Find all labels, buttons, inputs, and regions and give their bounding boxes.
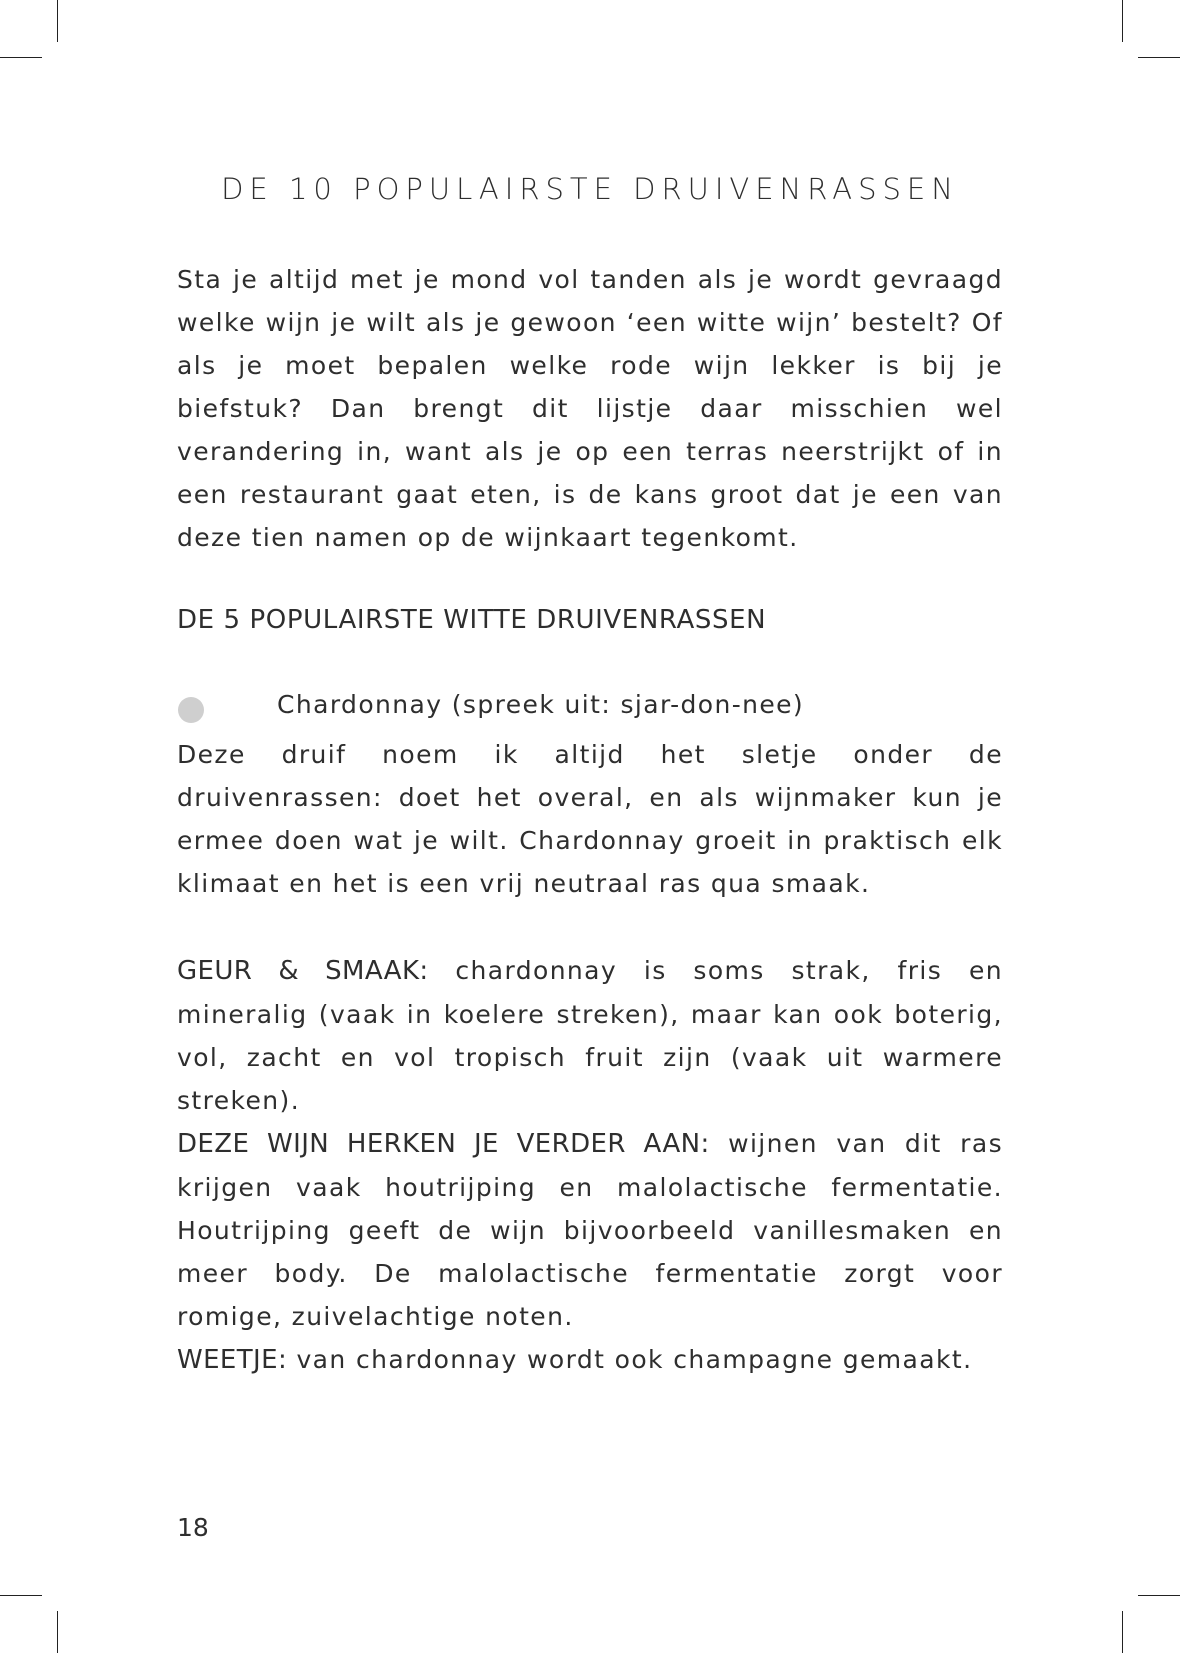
recognize-label: DEZE WIJN HERKEN JE VERDER AAN: bbox=[177, 1129, 710, 1159]
grape-details bbox=[177, 949, 1003, 1382]
grape-name: Chardonnay (spreek uit: sjar-don-nee) bbox=[277, 690, 805, 719]
page-number: 18 bbox=[177, 1513, 209, 1542]
crop-mark-top-right-vertical bbox=[1122, 0, 1123, 42]
crop-mark-top-left-horizontal bbox=[0, 57, 42, 58]
intro-paragraph: Sta je altijd met je mond vol tanden als je wordt gevraagd welke wijn je wilt als je gewoon ‘een witte wijn’ bestelt? Of als je moet bepalen welke rode wijn lekker is bij je biefstuk? Dan brengt dit lijstje daar misschien wel verandering in, want als je op een terras neerstrijkt of in een restaurant gaat eten, is de kans groot dat je een van deze tien namen op de wijnkaart tegenkomt. bbox=[177, 265, 1003, 552]
taste-block bbox=[177, 949, 1003, 1122]
fact-text: van chardonnay wordt ook champagne gemaakt. bbox=[296, 1345, 973, 1374]
taste-label: GEUR & SMAAK: bbox=[177, 956, 429, 986]
grape-description: Deze druif noem ik altijd het sletje onder de druivenrassen: doet het overal, en als wijnmaker kun je ermee doen wat je wilt. Chardonnay groeit in praktisch elk klimaat en het is een vrij neutraal ras qua smaak. bbox=[177, 740, 1003, 898]
taste-text: chardonnay is soms strak, fris en mineralig (vaak in koelere streken), maar kan ook boterig, vol, zacht en vol tropisch fruit zijn (vaak uit warmere streken). bbox=[177, 956, 1003, 1115]
crop-mark-bottom-left-horizontal bbox=[0, 1595, 42, 1596]
section-heading: DE 5 POPULAIRSTE WITTE DRUIVENRASSEN bbox=[177, 605, 767, 635]
recognize-text: wijnen van dit ras krijgen vaak houtrijping en malolactische fermentatie. Houtrijping geeft de wijn bijvoorbeeld vanillesmaken en meer body. De malolactische fermentatie zorgt voor romige, zuivelachtige noten. bbox=[177, 1129, 1003, 1331]
bullet-dot bbox=[178, 697, 204, 723]
crop-mark-bottom-left-vertical bbox=[57, 1611, 58, 1653]
crop-mark-bottom-right-horizontal bbox=[1138, 1595, 1180, 1596]
crop-mark-bottom-right-vertical bbox=[1122, 1611, 1123, 1653]
fact-label: WEETJE: bbox=[177, 1345, 288, 1375]
crop-mark-top-right-horizontal bbox=[1138, 57, 1180, 58]
page-title: DE 10 POPULAIRSTE DRUIVENRASSEN bbox=[221, 172, 959, 206]
recognize-block bbox=[177, 1122, 1003, 1338]
fact-block bbox=[177, 1338, 1003, 1382]
crop-mark-top-left-vertical bbox=[57, 0, 58, 42]
